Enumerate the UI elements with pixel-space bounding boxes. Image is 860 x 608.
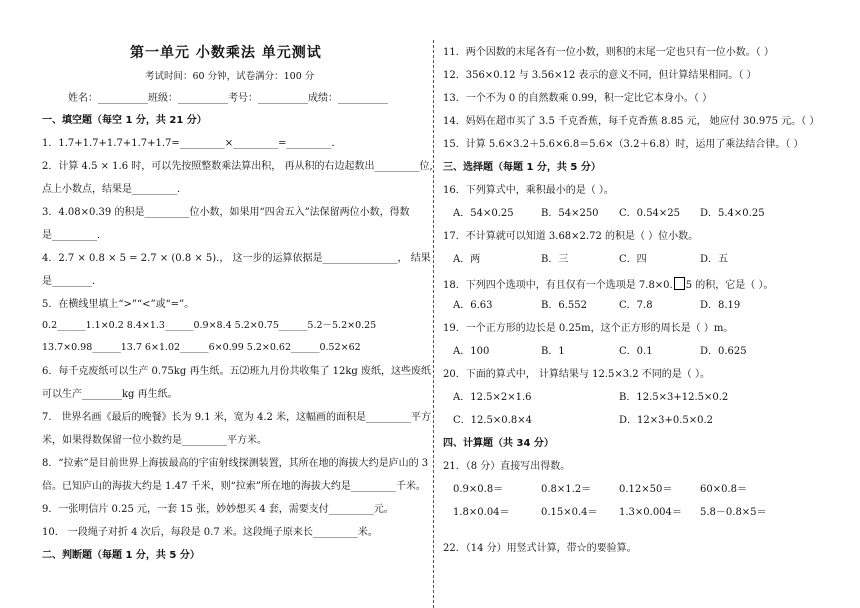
section-choice-title: 三、选择题（每题 1 分，共 5 分） bbox=[443, 162, 601, 173]
student-fields: 姓名：__________班级：__________考号：__________成绩：__________ bbox=[68, 93, 388, 104]
q21-item-8: 5.8－0.8×5＝ bbox=[700, 507, 767, 518]
section-judgement-title: 二、判断题（每题 1 分，共 5 分） bbox=[42, 550, 200, 561]
question-8-line-1: 8．“拉索”是目前世界上海拔最高的宇宙射线探测装置，其所在地的海拔大约是庐山的 3 bbox=[42, 458, 429, 469]
question-20-option-d: D．12×3+0.5×0.2 bbox=[619, 415, 714, 426]
question-13: 13．一个不为 0 的自然数乘 0.99，积一定比它本身小。（ ） bbox=[443, 93, 713, 104]
q21-item-1: 0.9×0.8＝ bbox=[453, 484, 504, 495]
exam-info: 考试时间：60 分钟，试卷满分：100 分 bbox=[145, 71, 315, 82]
exam-title: 第一单元 小数乘法 单元测试 bbox=[130, 45, 322, 61]
question-17-option-d: D．五 bbox=[700, 254, 729, 265]
question-19-option-b: B．1 bbox=[541, 346, 565, 357]
question-12: 12．356×0.12 与 3.56×12 表示的意义不同，但计算结果相同。（ ） bbox=[443, 70, 757, 81]
section-calculation-title: 四、计算题（共 34 分） bbox=[443, 438, 554, 449]
q21-item-3: 0.12×50＝ bbox=[619, 484, 673, 495]
question-11: 11．两个因数的末尾各有一位小数，则积的末尾一定也只有一位小数。（ ） bbox=[443, 47, 774, 58]
question-6-line-1: 6．每千克废纸可以生产 0.75kg 再生纸。五⑵班九月份共收集了 12kg 废纸，这些废纸 bbox=[42, 366, 431, 377]
q21-item-7: 1.3×0.004＝ bbox=[619, 507, 682, 518]
question-5-row-2: 13.7×0.98______13.7 6×1.02______6×0.99 5.2×0.62______0.52×62 bbox=[42, 342, 361, 353]
question-6-line-2: 可以生产________kg 再生纸。 bbox=[42, 389, 178, 400]
q21-item-5: 1.8×0.04＝ bbox=[453, 507, 510, 518]
question-18-stem bbox=[443, 277, 773, 292]
question-19-option-a: A．100 bbox=[453, 346, 490, 357]
question-8-line-2: 倍。已知庐山的海拔大约是 1.47 千米，则“拉索”所在地的海拔大约是_________千米。 bbox=[42, 481, 426, 492]
question-2-line-1: 2．计算 4.5 × 1.6 时，可以先按照整数乘法算出积， 再从积的右边起数出_________位, bbox=[42, 161, 433, 172]
question-5-row-1: 0.2______1.1×0.2 8.4×1.3______0.9×8.4 5.2×0.75______5.2－5.2×0.25 bbox=[42, 320, 377, 331]
question-17-option-b: B．三 bbox=[541, 254, 569, 265]
question-20-option-a: A．12.5×2×1.6 bbox=[453, 392, 532, 403]
question-14: 14．妈妈在超市买了 3.5 千克香蕉，每千克香蕉 8.85 元， 她应付 30.975 元。（ ） bbox=[443, 116, 820, 127]
question-17-option-c: C．四 bbox=[619, 254, 647, 265]
question-20-option-b: B．12.5×3+12.5×0.2 bbox=[619, 392, 729, 403]
question-15: 15．计算 5.6×3.2＋5.6×6.8＝5.6×（3.2＋6.8）时，运用了乘法结合律。（ ） bbox=[443, 139, 804, 150]
question-3-line-2: 是_________． bbox=[42, 230, 107, 241]
question-4-line-2: 是________． bbox=[42, 276, 102, 287]
question-4-line-1: 4．2.7 × 0.8 × 5 = 2.7 × (0.8 × 5).， 这一步的运算依据是_______________， 结果 bbox=[42, 253, 431, 264]
question-16-option-a: A．54×0.25 bbox=[453, 208, 514, 219]
question-18-option-b: B．6.552 bbox=[541, 300, 587, 311]
question-7-line-1: 7． 世界名画《最后的晚餐》长为 9.1 米，宽为 4.2 米，这幅画的面积是_________平方 bbox=[42, 412, 432, 423]
question-17-option-a: A．两 bbox=[453, 254, 481, 265]
q21-item-4: 60×0.8＝ bbox=[700, 484, 748, 495]
column-divider bbox=[433, 40, 434, 608]
question-22-stem: 22．（14 分）用竖式计算，带☆的要验算。 bbox=[443, 543, 637, 554]
question-18-stem-end: 5 的积，它是（ ）。 bbox=[685, 280, 774, 291]
question-21-stem: 21．（8 分）直接写出得数。 bbox=[443, 461, 571, 472]
question-20-stem: 20．下面的算式中， 计算结果与 12.5×3.2 不同的是（ ）。 bbox=[443, 369, 710, 380]
question-5-stem: 5．在横线里填上“>”“<”或“=”。 bbox=[42, 299, 195, 310]
blank-box bbox=[674, 277, 685, 290]
question-18-option-a: A．6.63 bbox=[453, 300, 493, 311]
section-fill-blank-title: 一、填空题（每空 1 分，共 21 分） bbox=[42, 115, 207, 126]
question-16-option-b: B．54×250 bbox=[541, 208, 599, 219]
question-9: 9．一张明信片 0.25 元，一套 15 张，妙妙想买 4 套，需要支付_________元。 bbox=[42, 504, 394, 515]
question-7-line-2: 米，如果得数保留一位小数约是_________平方米。 bbox=[42, 435, 267, 446]
question-19-stem: 19．一个正方形的边长是 0.25m，这个正方形的周长是（ ）m。 bbox=[443, 323, 734, 334]
question-18-option-d: D．8.19 bbox=[700, 300, 741, 311]
q21-item-6: 0.15×0.4＝ bbox=[541, 507, 598, 518]
question-19-option-c: C．0.1 bbox=[619, 346, 653, 357]
question-16-option-d: D．5.4×0.25 bbox=[700, 208, 765, 219]
question-2-line-2: 点上小数点，结果是_________． bbox=[42, 184, 187, 195]
question-20-option-c: C．12.5×0.8×4 bbox=[453, 415, 532, 426]
question-18-option-c: C．7.8 bbox=[619, 300, 653, 311]
question-1: 1．1.7+1.7+1.7+1.7+1.7=_________×_________=_________． bbox=[42, 138, 342, 149]
question-18-stem-start: 18．下列四个选项中，有且仅有一个选项是 7.8×0. bbox=[443, 280, 673, 291]
question-10: 10． 一段绳子对折 4 次后，每段是 0.7 米。这段绳子原来长_________米。 bbox=[42, 527, 378, 538]
question-3-line-1: 3．4.08×0.39 的积是_________位小数，如果用“四舍五入”法保留两位小数，得数 bbox=[42, 207, 410, 218]
question-16-option-c: C．0.54×25 bbox=[619, 208, 681, 219]
q21-item-2: 0.8×1.2＝ bbox=[541, 484, 592, 495]
question-17-stem: 17．不计算就可以知道 3.68×2.72 的积是（ ）位小数。 bbox=[443, 231, 699, 242]
question-16-stem: 16．下列算式中，乘积最小的是（ ）。 bbox=[443, 185, 614, 196]
question-19-option-d: D．0.625 bbox=[700, 346, 747, 357]
